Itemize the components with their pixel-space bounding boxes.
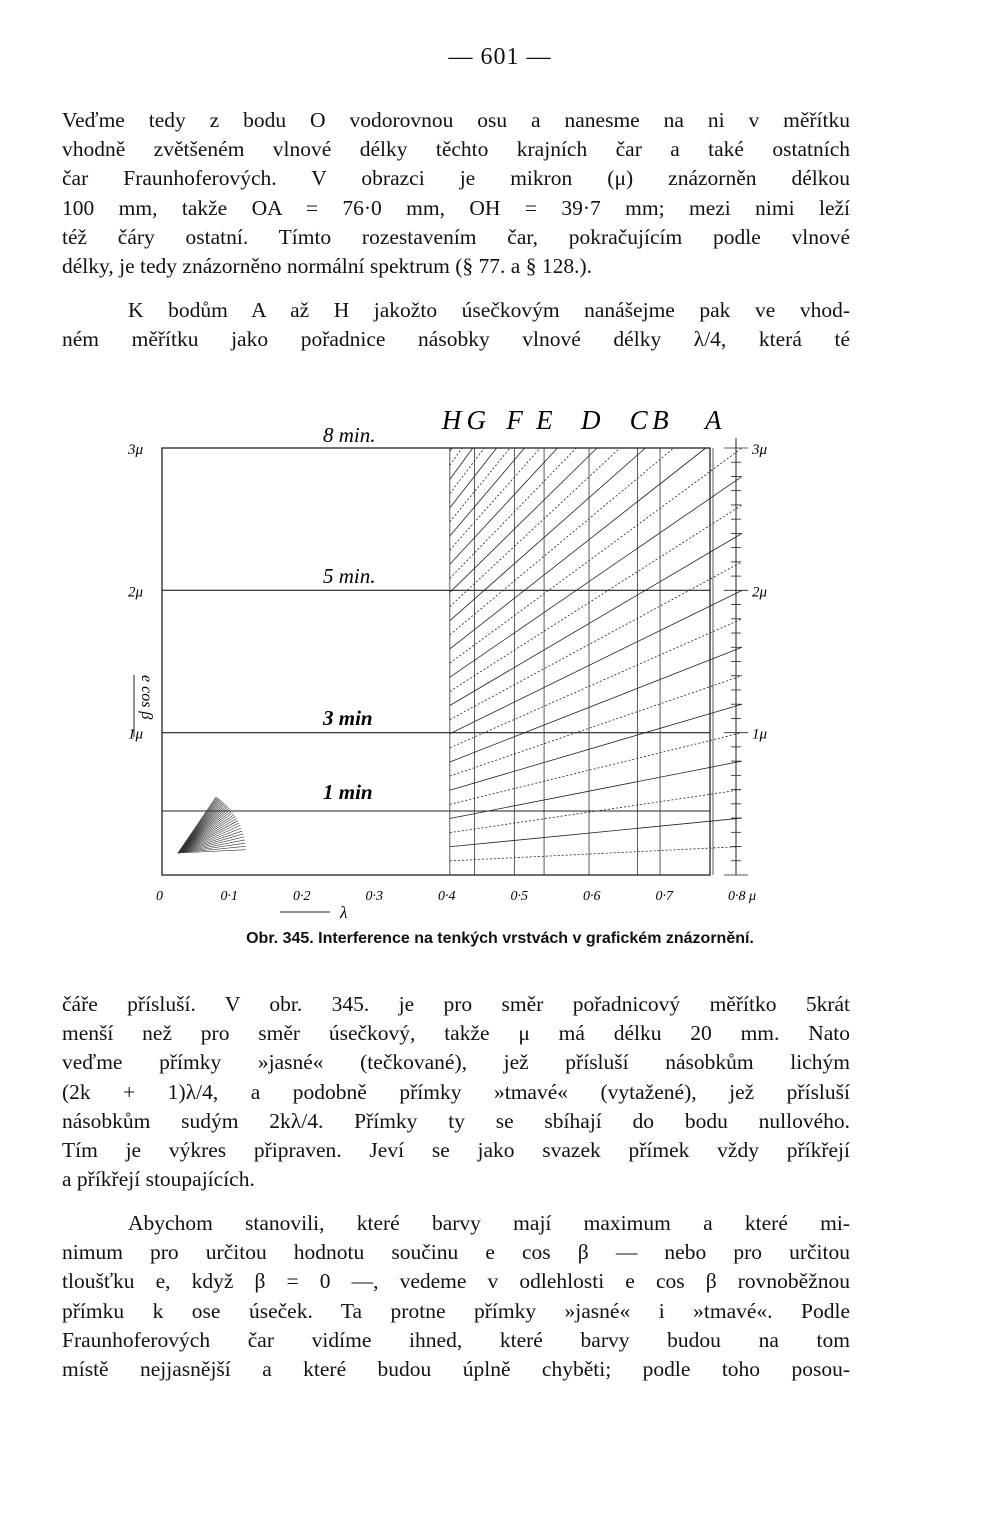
fraunhofer-letter: A bbox=[705, 405, 722, 435]
fraunhofer-letter: B bbox=[652, 405, 669, 435]
fraunhofer-letter: H bbox=[441, 405, 462, 435]
fraunhofer-letter: C bbox=[629, 405, 648, 435]
text-line: Fraunhoferových čar vidíme ihned, které barvy budou na tom bbox=[62, 1327, 850, 1352]
bright-line bbox=[450, 733, 742, 805]
dark-line bbox=[450, 448, 473, 479]
dark-line bbox=[450, 704, 742, 790]
text-line: též čáry ostatní. Tímto rozestavením čar, pokračujícím podle vlnové bbox=[62, 224, 850, 249]
fraunhofer-letter: D bbox=[581, 405, 601, 435]
text-line: Veďme tedy z bodu O vodorovnou osu a nanesme na ni v měřítku bbox=[62, 108, 850, 132]
time-label: 8 min. bbox=[323, 423, 376, 447]
vertical-axis-label: e cos β bbox=[138, 675, 155, 720]
left-axis-label: 1μ bbox=[128, 726, 144, 743]
fraunhofer-letter: F bbox=[506, 405, 523, 435]
x-tick-label: 0·2 bbox=[293, 889, 311, 904]
dark-line bbox=[450, 448, 706, 649]
text-line: Abychom stanovili, které barvy mají maximum a které mi- bbox=[128, 1211, 850, 1235]
right-axis-label: 1μ bbox=[752, 726, 768, 743]
dark-line bbox=[450, 647, 742, 762]
dark-line bbox=[450, 818, 742, 847]
figure-diagram bbox=[120, 395, 820, 925]
paragraph-1 bbox=[62, 106, 850, 281]
text-line: (2k + 1)λ/4, a podobně přímky »tmavé« (vytažené), jež přísluší bbox=[62, 1079, 850, 1104]
x-tick-label: 0·6 bbox=[583, 889, 601, 904]
fraunhofer-letter: G bbox=[466, 405, 486, 435]
figure-caption: Obr. 345. Interference na tenkých vrstvách v grafickém znázornění. bbox=[246, 930, 754, 947]
paragraph-3 bbox=[62, 990, 850, 1194]
text-line: ném měřítku jako pořadnice násobky vlnové délky λ/4, která té bbox=[62, 327, 850, 352]
text-line: přímku k ose úseček. Ta protne přímky »jasné« i »tmavé«. Podle bbox=[62, 1298, 850, 1323]
text-line: násobkům sudým 2kλ/4. Přímky ty se sbíhají do bodu nullového. bbox=[62, 1108, 850, 1133]
time-label: 5 min. bbox=[323, 564, 376, 588]
bright-line bbox=[450, 847, 742, 861]
text-line: a příkřejí stoupajících. bbox=[62, 1167, 255, 1192]
dark-line bbox=[450, 761, 742, 818]
text-line: veďme přímky »jasné« (tečkované), jež přísluší násobkům lichým bbox=[62, 1050, 850, 1075]
fan-line bbox=[178, 813, 233, 853]
x-tick-label: 0·8 μ bbox=[728, 889, 757, 904]
x-axis-label: λ bbox=[340, 903, 348, 922]
text-line: tloušťku e, když β = 0 —, vedeme v odlehlosti e cos β rovnoběžnou bbox=[62, 1269, 850, 1294]
x-tick-label: 0·5 bbox=[510, 889, 528, 904]
text-line: místě nejjasnější a které budou úplně chyběti; podle toho posou- bbox=[62, 1357, 850, 1382]
bright-line bbox=[450, 448, 742, 663]
bright-line bbox=[450, 448, 620, 607]
dark-line bbox=[450, 448, 525, 536]
bright-line bbox=[450, 619, 742, 748]
right-axis-label: 3μ bbox=[752, 442, 768, 458]
x-tick-label: 0·7 bbox=[655, 889, 673, 904]
bright-line bbox=[450, 448, 674, 635]
x-tick-label: 0 bbox=[156, 889, 163, 904]
bright-line bbox=[450, 562, 742, 720]
text-line: délky, je tedy znázorněno normální spektrum (§ 77. a § 128.). bbox=[62, 254, 592, 279]
dark-line bbox=[450, 533, 742, 705]
text-line: vhodně zvětšeném vlnové délky těchto krajních čar a také ostatních bbox=[62, 137, 850, 162]
time-label: 3 min bbox=[323, 706, 373, 730]
interference-figure bbox=[120, 395, 820, 925]
text-line: čar Fraunhoferových. V obrazci je mikron (μ) znázorněn délkou bbox=[62, 166, 850, 191]
dark-line bbox=[450, 448, 646, 621]
text-line: K bodům A až H jakožto úsečkovým nanášejme pak ve vhod- bbox=[128, 298, 850, 322]
fraunhofer-letter: E bbox=[536, 405, 553, 435]
left-axis-label: 2μ bbox=[128, 584, 144, 601]
dark-line bbox=[450, 448, 597, 592]
left-axis-label: 3μ bbox=[128, 442, 144, 458]
dark-line bbox=[450, 590, 742, 733]
dark-line bbox=[450, 476, 742, 677]
time-label: 1 min bbox=[323, 780, 373, 804]
x-tick-label: 0·3 bbox=[365, 889, 383, 904]
text-line: Tím je výkres připraven. Jeví se jako svazek přímek vždy příkřejí bbox=[62, 1138, 850, 1163]
text-line: čáře přísluší. V obr. 345. je pro směr pořadnicový měřítko 5krát bbox=[62, 992, 850, 1016]
dark-line bbox=[450, 448, 497, 508]
paragraph-4 bbox=[62, 1209, 850, 1384]
right-axis-label: 2μ bbox=[752, 584, 768, 601]
x-tick-label: 0·1 bbox=[220, 889, 238, 904]
bright-line bbox=[450, 448, 510, 522]
dark-line bbox=[450, 448, 558, 564]
text-line: menší než pro směr úsečkový, takže μ má délku 20 mm. Nato bbox=[62, 1021, 850, 1046]
paragraph-2 bbox=[62, 296, 850, 354]
bright-line bbox=[450, 676, 742, 776]
x-tick-label: 0·4 bbox=[438, 889, 456, 904]
bright-line bbox=[450, 448, 462, 465]
text-line: 100 mm, takže OA = 76·0 mm, OH = 39·7 mm; mezi nimi leží bbox=[62, 195, 850, 220]
page-number: — 601 — bbox=[448, 44, 552, 70]
text-line: nimum pro určitou hodnotu součinu e cos β — nebo pro určitou bbox=[62, 1240, 850, 1265]
